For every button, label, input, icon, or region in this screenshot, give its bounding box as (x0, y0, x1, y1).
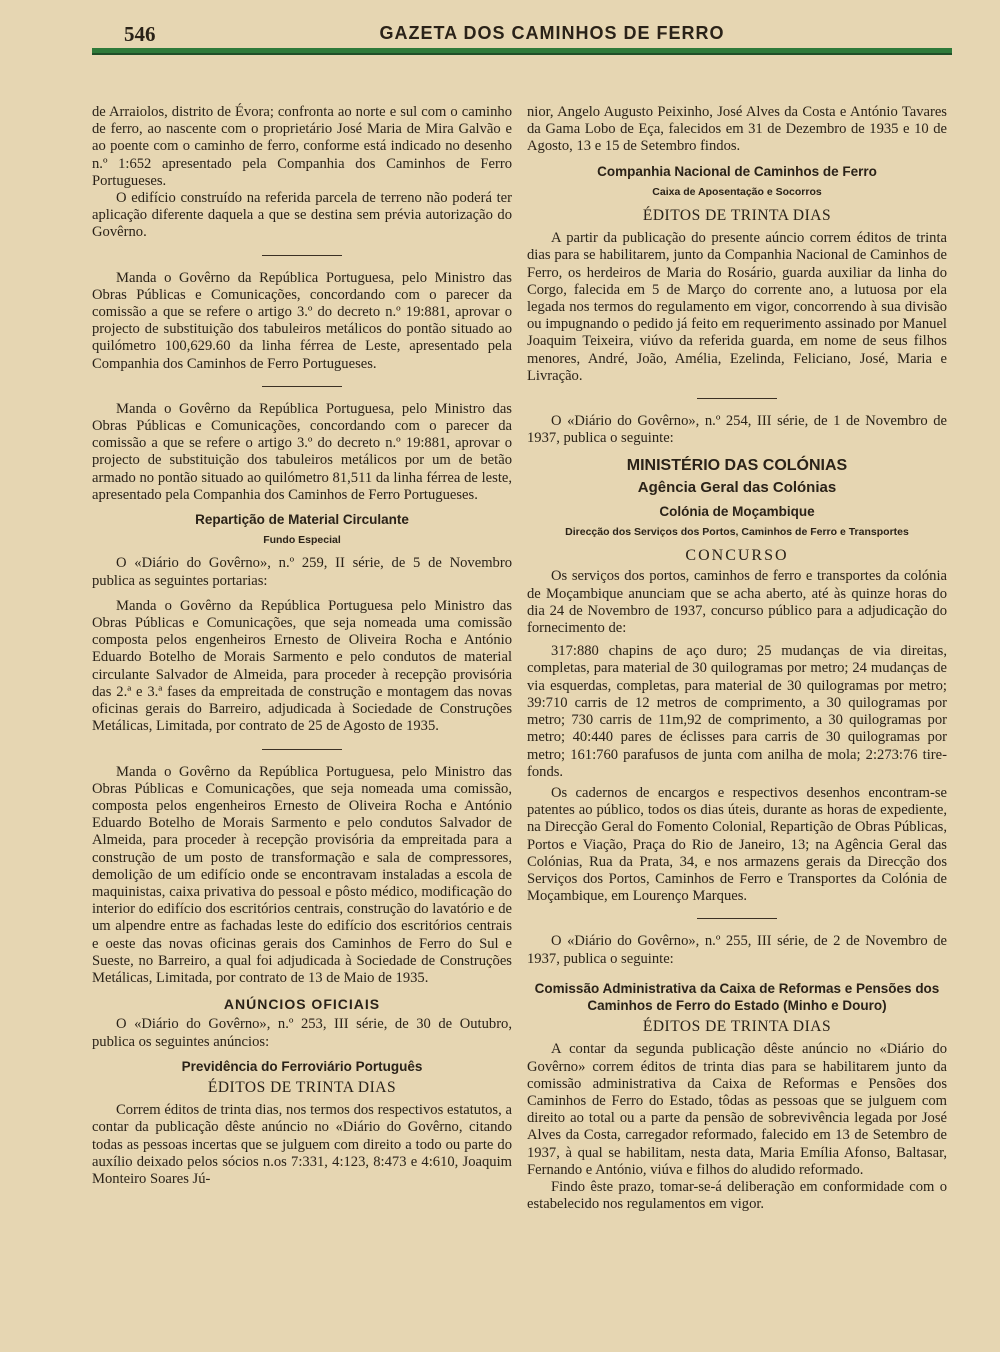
right-column (527, 104, 947, 1213)
paragraph: Manda o Govêrno da República Portuguesa, pelo Ministro das Obras Públicas e Comunicações, concordando com o parecer da comissão a que se refere o artigo 3.º do decreto n.º 19:881, aprovar o projecto de substituição dos tabuleiros metálicos do pontão situado ao quilómetro 100,629.60 da linha férrea de Leste, apresentado pela Companhia dos Caminhos de Ferro Portugueses. (92, 269, 512, 372)
paragraph: O «Diário do Govêrno», n.º 259, II série, de 5 de Novembro publica as seguintes portarias: (92, 555, 512, 589)
agency-heading: Agência Geral das Colónias (637, 478, 837, 496)
left-column (92, 104, 512, 1188)
paragraph: Findo êste prazo, tomar-se-á deliberação em conformidade com o estabelecido nos regulamentos em vigor. (527, 1178, 947, 1213)
paragraph: Manda o Govêrno da República Portuguesa, pelo Ministro das Obras Públicas e Comunicações, que seja nomeada uma comissão, composta pelos engenheiros Ernesto de Oliveira Rocha e António Eduardo Botelho de Morais Sarmento e pelo condutos Salvador de Almeida, para proceder à recepção provisória da empreitada para a construção de um posto de transformação e sala de compressores, demolição de um edifício onde se encontravam instaladas a escola de maquinistas, caixa privativa do pessoal e pôsto médico, modificação do interior do edifício dos escritórios centrais, construção do lavatório e de um alpendre entre as fachadas leste do edifício dos escritórios centrais e oeste das novas oficinas gerais dos Caminhos de Ferro do Sul e Sueste, no Barreiro, a qual foi adjudicada à Sociedade de Construções Metálicas, Limitada, por contrato de 13 de Maio de 1935. (92, 763, 512, 986)
colony-heading: Colónia de Moçambique (659, 503, 815, 519)
paragraph: Manda o Govêrno da República Portuguesa pelo Ministro das Obras Públicas e Comunicações, que seja nomeada uma comissão composta pelos engenheiros Ernesto de Oliveira Rocha e António Eduardo Botelho de Morais Sarmento e pelo condutos de material circulante Salvador de Almeida, para proceder à recepção provisória das 2.ª e 3.ª fases da empreitada de construção e montagem das novas oficinas gerais do Barreiro, adjudicada à Sociedade de Construções Metálicas, Limitada, por contrato de 25 de Agosto de 1935. (92, 597, 512, 735)
paragraph: Os serviços dos portos, caminhos de ferro e transportes da colónia de Moçambique anunciam que se acha aberto, até às quinze horas do dia 24 de Novembro de 1937, concurso público para a adjudicação do fornecimento de: (527, 568, 947, 637)
editos-heading: ÉDITOS DE TRINTA DIAS (207, 1078, 397, 1096)
separator (262, 255, 342, 256)
paragraph: nior, Angelo Augusto Peixinho, José Alves da Costa e António Tavares da Gama Lobo de Eça, falecidos em 31 de Dezembro de 1935 e 10 de Agosto, 13 e 15 de Setembro findos. (527, 104, 947, 155)
paragraph: Correm éditos de trinta dias, nos termos dos respectivos estatutos, a contar da publicação dêste anúncio no «Diário do Govêrno, citando todas as pessoas incertas que se julguem com direito a todo ou parte do auxílio deixado pelos sócios n.os 7:331, 4:123, 8:473 e 4:610, Joaquim Monteiro Soares Jú- (92, 1102, 512, 1187)
paragraph: O «Diário do Govêrno», n.º 253, III série, de 30 de Outubro, publica os seguintes anúncios: (92, 1016, 512, 1050)
paragraph: de Arraiolos, distrito de Évora; confronta ao norte e sul com o caminho de ferro, ao nascente com o proprietário José Maria de Mira Galvão e ao poente com o caminho de ferro, conforme está indicado no desenho n.º 1:652 apresentado pela Companhia dos Caminhos de Ferro Portugueses. (92, 104, 512, 189)
editos-heading: ÉDITOS DE TRINTA DIAS (642, 1018, 832, 1036)
paragraph: O «Diário do Govêrno», n.º 254, III série, de 1 de Novembro de 1937, publica o seguinte: (527, 413, 947, 447)
header-rule (92, 48, 952, 55)
section-heading: Previdência do Ferroviário Português (181, 1058, 423, 1074)
direction-heading: Direcção dos Serviços dos Portos, Caminhos de Ferro e Transportes (565, 526, 909, 539)
editos-heading: ÉDITOS DE TRINTA DIAS (642, 207, 832, 225)
paragraph: 317:880 chapins de aço duro; 25 mudanças de via direitas, completas, para material de 30 quilogramas por metro; 24 mudanças de via esquerdas, completas, para material de 30 quilogramas por metro; 39:710 carris de 12 metros de comprimento, a 30 quilogramas por metro; 730 carris de 11m,92 de comprimento, a 30 quilogramas por metro; 40:440 pares de éclisses para carris de 30 quilogramas por metro; 161:760 parafusos de junta com anilha de mola; 2:273:76 tire-fonds. (527, 643, 947, 780)
journal-title: GAZETA DOS CAMINHOS DE FERRO (379, 23, 725, 43)
subsection-heading: Caixa de Aposentação e Socorros (652, 185, 822, 198)
subsection-heading: Fundo Especial (263, 534, 341, 547)
paragraph: O edifício construído na referida parcela de terreno não poderá ter aplicação diferente daquela a que se destina sem prévia autorização do Govêrno. (92, 190, 512, 241)
paragraph: A contar da segunda publicação dêste anúncio no «Diário do Govêrno» correm éditos de trinta dias para se habilitarem junto da comissão administrativa da Caixa de Reformas e Pensões dos Caminhos de Ferro do Estado, tôdas as pessoas que se julguem com direito ao total ou a parte da pensão de sobrevivência legada por José Alves da Costa, carregador reformado, falecido em 13 de Setembro de 1937, à qual se habilitam, nesta data, Maria Emília Afonso, Baltasar, Fernando e António, viúva e filhos do aludido reformado. (527, 1041, 947, 1178)
paragraph: O «Diário do Govêrno», n.º 255, III série, de 2 de Novembro de 1937, publica o seguinte: (527, 933, 947, 967)
section-heading: Repartição de Material Circulante (195, 512, 409, 528)
page-number: 546 (124, 22, 156, 46)
concurso-heading: CONCURSO (685, 547, 789, 565)
section-heading: ANÚNCIOS OFICIAIS (223, 996, 381, 1013)
ministry-heading: MINISTÉRIO DAS COLÓNIAS (626, 457, 848, 475)
separator (262, 386, 342, 387)
separator (697, 918, 777, 919)
section-heading: Companhia Nacional de Caminhos de Ferro (597, 163, 877, 179)
separator (262, 749, 342, 750)
paragraph: Os cadernos de encargos e respectivos desenhos encontram-se patentes ao público, todos os dias úteis, durante as horas de expediente, na Direcção Geral do Fomento Colonial, Repartição de Obras Públicas, Portos e Viação, Praça do Rio de Janeiro, 13; na Agência Geral das Colónias, Rua da Prata, 34, e nos armazens gerais da Direcção dos Serviços dos Portos, Caminhos de Ferro e Transportes da Colónia de Moçambique, em Lourenço Marques. (527, 784, 947, 905)
separator (697, 398, 777, 399)
page-header (92, 22, 952, 48)
paragraph: A partir da publicação do presente aúncio correm éditos de trinta dias para se habilitarem, junto da Companhia Nacional de Caminhos de Ferro, os herdeiros de Maria do Rosário, guarda auxiliar da linha do Corgo, falecida em 5 de Março do corrente ano, a lutuosa por ela legada nos termos do regulamento em vigor, concorrendo à sua divisão ou impugnando o pedido já feito em requerimento assinado por Manuel Joaquim Teixeira, viúvo da referida guarda, em nome de seus filhos menores, André, João, Amélia, Ezelinda, Feliciano, José, Maria e Livração. (527, 230, 947, 384)
paragraph: Manda o Govêrno da República Portuguesa, pelo Ministro das Obras Públicas e Comunicações, concordando com o parecer da comissão a que se refere o artigo 3.º do decreto n.º 19:881, aprovar o projecto de substituição dos tabuleiros metálicos por um de betão armado no pontão situado ao quilómetro 81,511 da linha férrea de leste, apresentado pela Companhia dos Caminhos de Ferro Portugueses. (92, 400, 512, 503)
section-heading: Comissão Administrativa da Caixa de Reformas e Pensões dos Caminhos de Ferro do Estado (Minho e Douro) (534, 980, 940, 1013)
